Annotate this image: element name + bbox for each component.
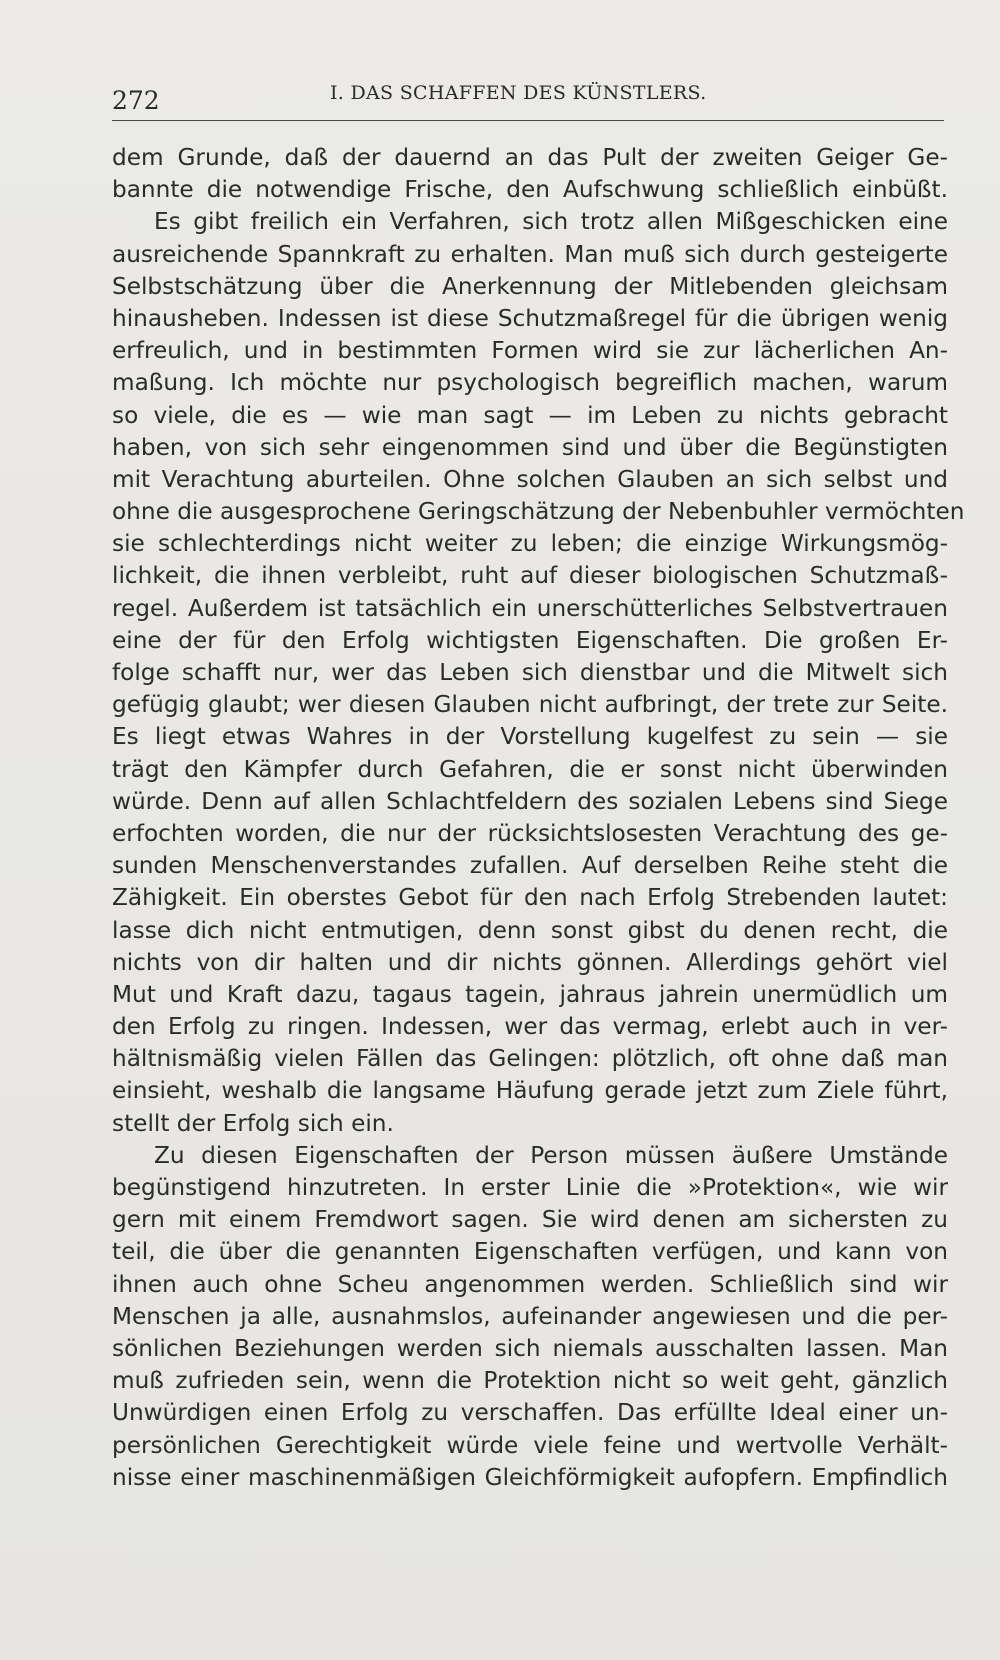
text-line: Es liegt etwas Wahres in der Vorstellung kugelfest zu sein — sie [112,723,948,751]
text-line: Mut und Kraft dazu, tagaus tagein, jahraus jahrein unermüdlich um [112,980,948,1008]
text-line: ihnen auch ohne Scheu angenommen werden. Schließlich sind wir [112,1270,948,1298]
running-head: I. DAS SCHAFFEN DES KÜNSTLERS. [330,82,707,104]
text-line: dem Grunde, daß der dauernd an das Pult der zweiten Geiger Ge- [112,144,948,171]
text-line: so viele, die es — wie man sagt — im Leben zu nichts gebracht [112,401,948,429]
text-line: haben, von sich sehr eingenommen sind und über die Begünstigten [112,433,948,461]
text-line: regel. Außerdem ist tatsächlich ein unerschütterliches Selbstvertrauen [112,594,948,622]
text-line: stellt der Erfolg sich ein. [112,1109,394,1137]
text-line: erfreulich, und in bestimmten Formen wird sie zur lächerlichen An- [112,337,948,365]
text-line: Selbstschätzung über die Anerkennung der Mitlebenden gleichsam [112,272,948,300]
page-header [112,80,944,121]
text-line: trägt den Kämpfer durch Gefahren, die er sonst nicht überwinden [112,755,948,783]
text-line: lichkeit, die ihnen verbleibt, ruht auf dieser biologischen Schutzmaß- [112,562,948,590]
text-line: Menschen ja alle, ausnahmslos, aufeinander angewiesen und die per- [112,1302,948,1330]
text-line: ausreichende Spannkraft zu erhalten. Man muß sich durch gesteigerte [112,240,948,268]
text-line: sönlichen Beziehungen werden sich niemals ausschalten lassen. Man [112,1334,948,1362]
text-line: ohne die ausgesprochene Geringschätzung der Nebenbuhler vermöchten [112,498,965,526]
text-line: würde. Denn auf allen Schlachtfeldern des sozialen Lebens sind Siege [112,787,948,815]
body-text [112,142,965,1494]
text-line: gefügig glaubt; wer diesen Glauben nicht aufbringt, der trete zur Seite. [112,691,948,719]
text-line: nisse einer maschinenmäßigen Gleichförmigkeit aufopfern. Empfindlich [112,1463,948,1491]
text-line: mit Verachtung aburteilen. Ohne solchen Glauben an sich selbst und [112,465,948,493]
text-line: Zähigkeit. Ein oberstes Gebot für den nach Erfolg Strebenden lautet: [112,884,948,912]
text-line: hinausheben. Indessen ist diese Schutzmaßregel für die übrigen wenig [112,304,948,332]
text-line: Es gibt freilich ein Verfahren, sich trotz allen Mißgeschicken eine [154,208,948,236]
text-line: einsieht, weshalb die langsame Häufung gerade jetzt zum Ziele führt, [112,1077,948,1105]
text-line: maßung. Ich möchte nur psychologisch begreiflich machen, warum [112,369,948,397]
text-line: hältnismäßig vielen Fällen das Gelingen: plötzlich, oft ohne daß man [112,1045,948,1073]
text-line: nichts von dir halten und dir nichts gönnen. Allerdings gehört viel [112,948,948,976]
text-line: persönlichen Gerechtigkeit würde viele feine und wertvolle Verhält- [112,1431,948,1459]
text-line: bannte die notwendige Frische, den Aufschwung schließlich einbüßt. [112,176,948,204]
page-number: 272 [112,86,160,115]
text-line: Zu diesen Eigenschaften der Person müssen äußere Umstände [154,1141,948,1169]
text-line: erfochten worden, die nur der rücksichtslosesten Verachtung des ge- [112,819,948,847]
text-line: eine der für den Erfolg wichtigsten Eigenschaften. Die großen Er- [112,626,948,654]
text-line: Unwürdigen einen Erfolg zu verschaffen. Das erfüllte Ideal einer un- [112,1399,948,1427]
text-line: den Erfolg zu ringen. Indessen, wer das vermag, erlebt auch in ver- [112,1013,948,1041]
text-line: teil, die über die genannten Eigenschaften verfügen, und kann von [112,1238,948,1266]
text-line: sunden Menschenverstandes zufallen. Auf derselben Reihe steht die [112,852,948,880]
text-line: lasse dich nicht entmutigen, denn sonst gibst du denen recht, die [112,916,948,944]
text-line: gern mit einem Fremdwort sagen. Sie wird denen am sichersten zu [112,1206,948,1234]
text-line: sie schlechterdings nicht weiter zu leben; die einzige Wirkungsmög- [112,530,948,558]
text-line: begünstigend hinzutreten. In erster Linie die »Protektion«, wie wir [112,1174,948,1201]
text-line: folge schafft nur, wer das Leben sich dienstbar und die Mitwelt sich [112,659,948,686]
text-line: muß zufrieden sein, wenn die Protektion nicht so weit geht, gänzlich [112,1367,948,1395]
